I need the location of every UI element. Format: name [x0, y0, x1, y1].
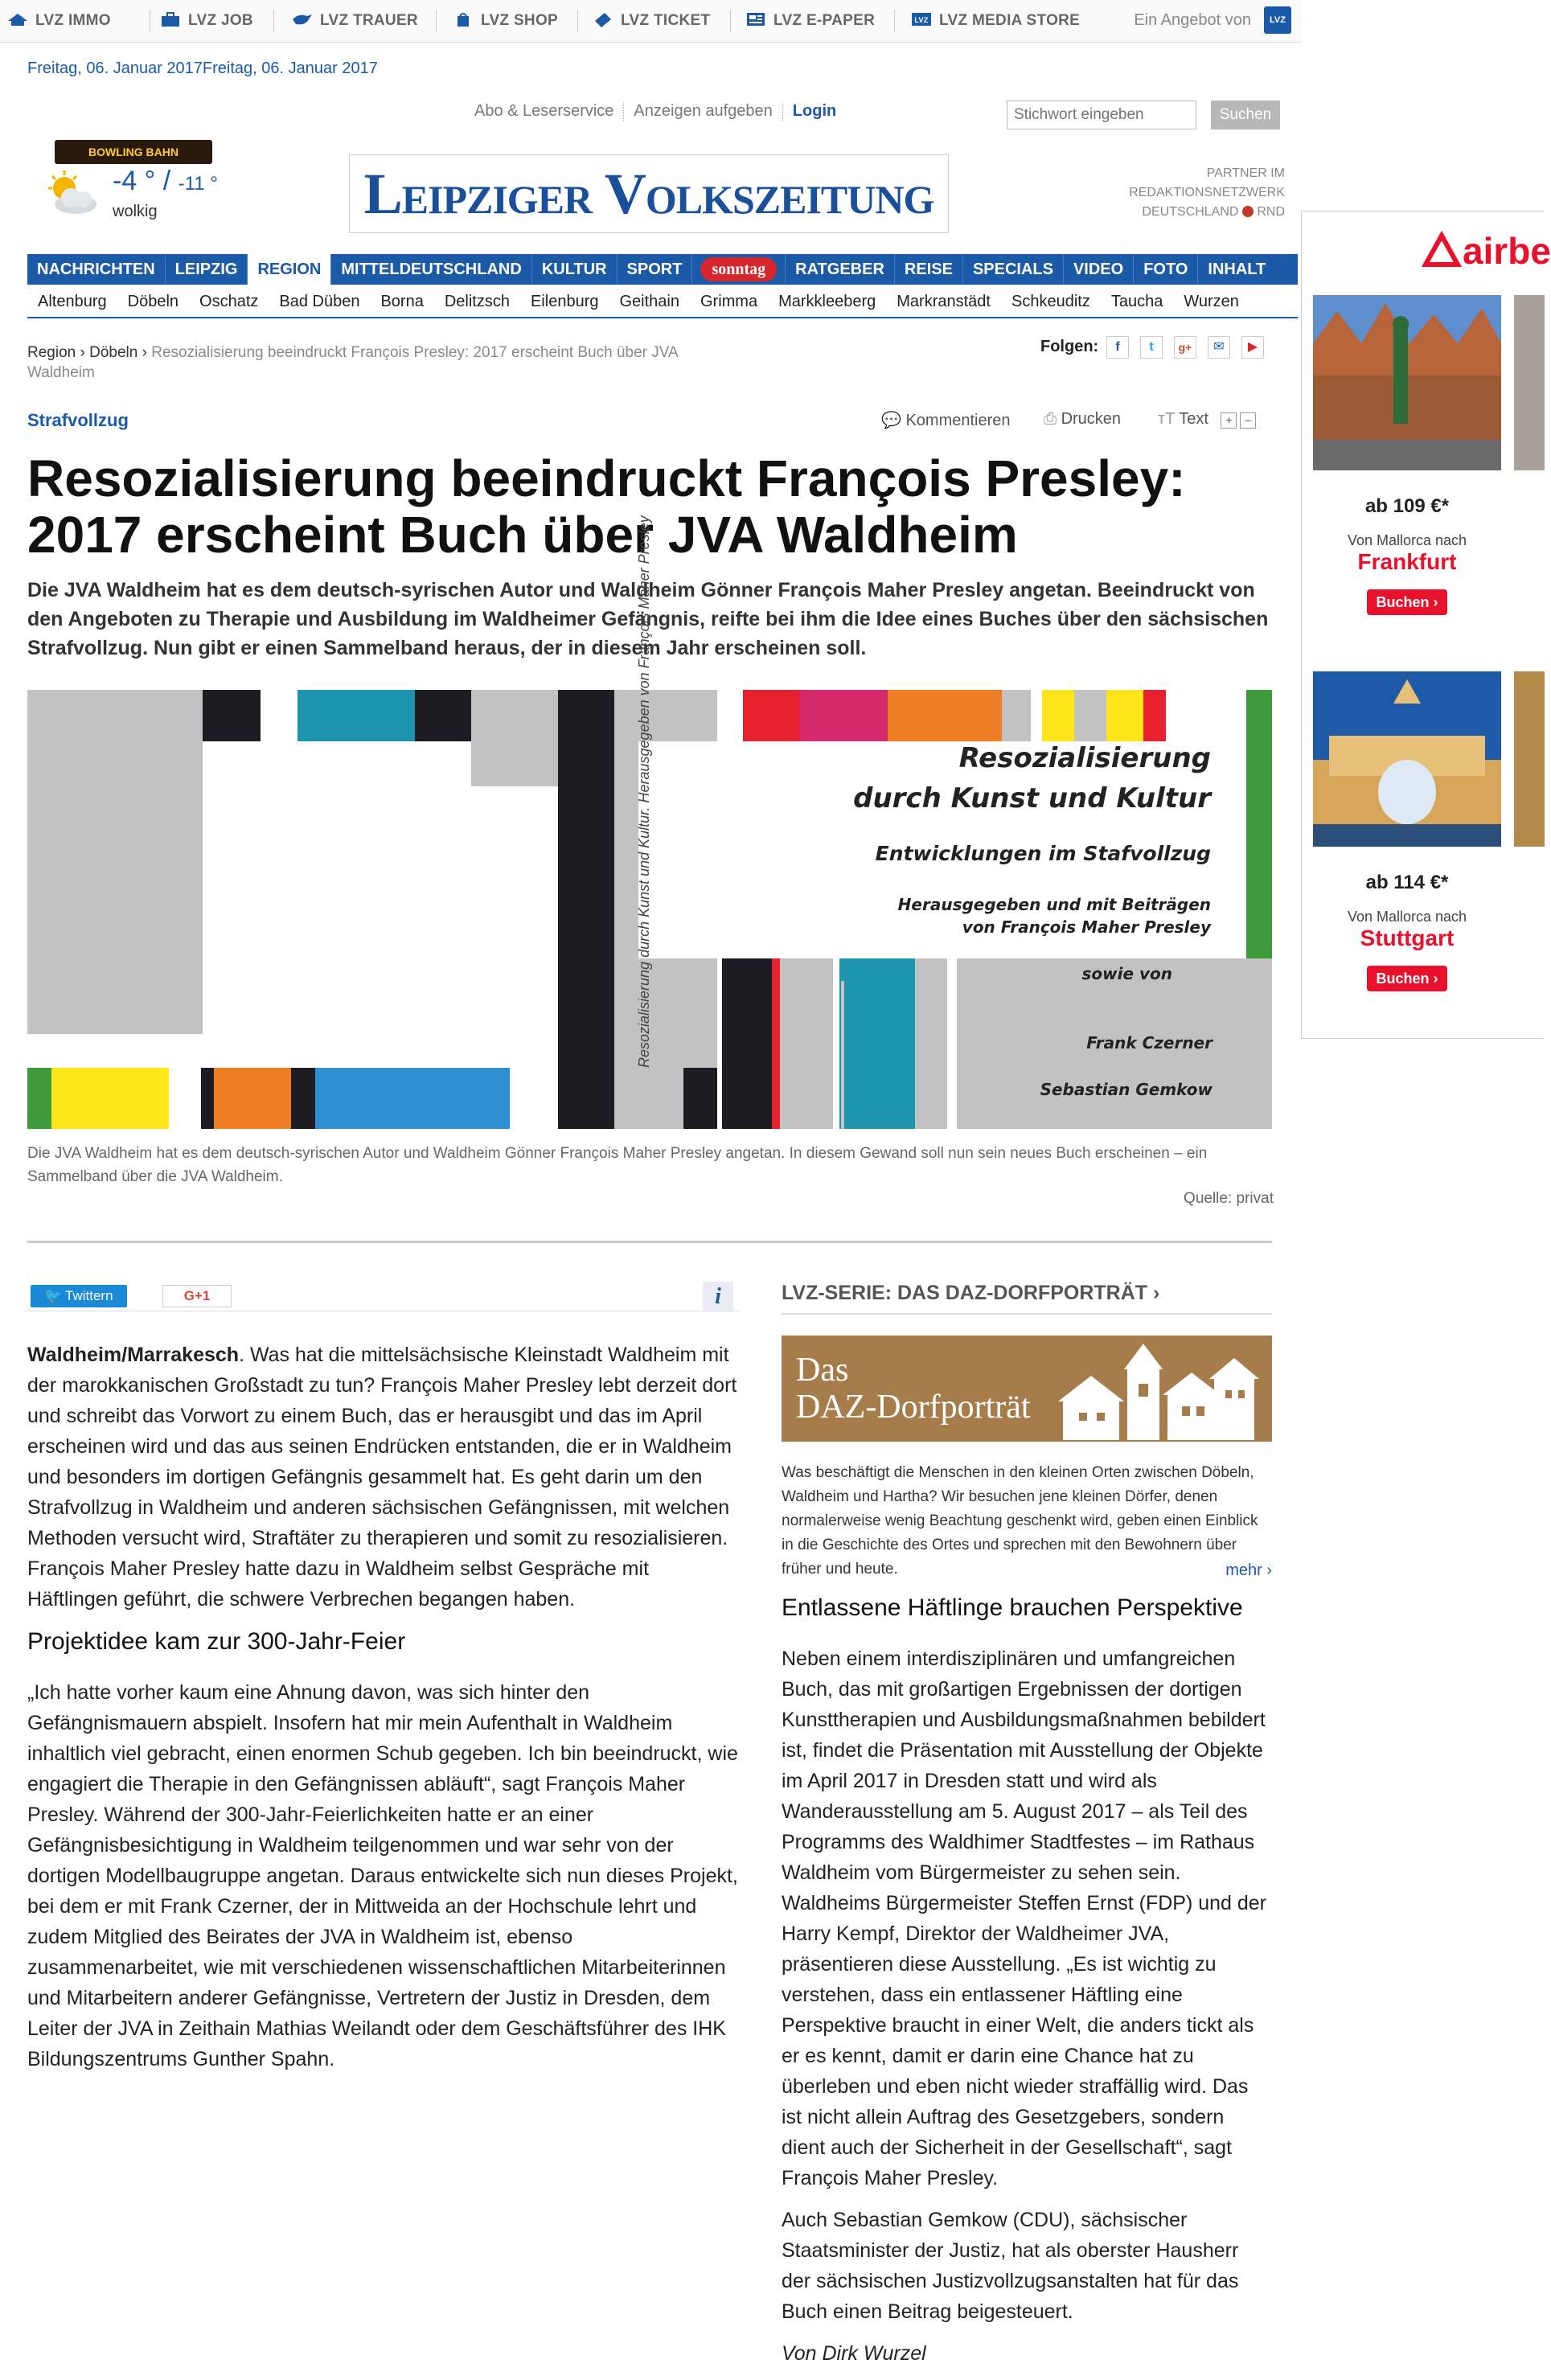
weather-sponsor[interactable]: BOWLING BAHN [55, 140, 212, 164]
twitter-icon[interactable]: t [1140, 336, 1163, 359]
gplus-share-button[interactable]: G+1 [162, 1285, 232, 1307]
nav-nachrichten[interactable]: NACHRICHTEN [27, 254, 166, 285]
article-headline: Resozialisierung beeindruckt François Presley: 2017 erscheint Buch über JVA Waldheim [27, 449, 1186, 564]
series-teaser [782, 1282, 1272, 1579]
subnav-delitzsch[interactable]: Delitzsch [444, 293, 510, 310]
google-plus-icon[interactable]: g+ [1174, 336, 1196, 359]
newsletter-icon[interactable]: ✉ [1208, 336, 1230, 359]
nav-video[interactable]: VIDEO [1064, 254, 1134, 285]
breadcrumb-doebeln[interactable]: Döbeln › [89, 344, 147, 361]
image-source: Quelle: privat [1184, 1190, 1274, 1207]
subnav-schkeuditz[interactable]: Schkeuditz [1011, 293, 1090, 310]
follow-label: Folgen: [1040, 338, 1099, 355]
svg-text:Resozialisierung: Resozialisierung [958, 742, 1211, 774]
twitter-bird-icon: 🐦 [44, 1288, 62, 1303]
subnav-bad-dueben[interactable]: Bad Düben [279, 293, 360, 310]
daz-dorfportraet-banner[interactable]: Das DAZ-Dorfporträt [782, 1336, 1272, 1442]
subheading: Projektidee kam zur 300-Jahr-Feier [27, 1628, 406, 1655]
house-icon [6, 11, 29, 27]
nav-foto[interactable]: FOTO [1134, 254, 1198, 285]
partner-rnd[interactable]: PARTNER IM REDAKTIONSNETZWERK DEUTSCHLAND RND [1129, 166, 1285, 219]
briefcase-icon [159, 11, 182, 27]
share-bar [27, 1278, 740, 1311]
series-title[interactable]: LVZ-SERIE: DAS DAZ-DORFPORTRÄT › [782, 1282, 1272, 1315]
divider [730, 10, 731, 32]
svg-text:LVZ: LVZ [914, 16, 929, 24]
nav-reise[interactable]: REISE [895, 254, 963, 285]
nav-ratgeber[interactable]: RATGEBER [786, 254, 895, 285]
article-author: Von Dirk Wurzel [782, 2342, 926, 2365]
portal-link-mediastore[interactable]: LVZ LVZ MEDIA STORE [910, 11, 1080, 30]
article-paragraph: Neben einem interdisziplinären und umfangreichen Buch, das mit großartigen Ergebnissen der dortigen Kunsttherapien und Ausbildungsmaßnahmen bebildert ist, findet die Präsentation mit Ausstellung der Objekte im April 2017 in Dresden statt und wird als Wanderausstellung am 5. August 2017 – als Teil des Programms des Waldhimer Stadtfestes – im Rathaus Waldheim vom Bürgermeister zu sehen sein. Waldheims Bürgermeister Steffen Ernst (FDP) und der Harry Kempf, Direktor der Waldheimer JVA, präsentieren diese Ausstellung. „Es ist wichtig zu verstehen, dass ein entlassener Häftling eine Perspektive braucht in einer Welt, die anders tickt als er es kennt, damit er darin eine Chance hat zu überleben und eben nicht wieder straffällig wird. Das ist nicht allein Auftrag des Gesetzgebers, sondern dient auch der Sicherheit in der Gesellschaft“, sagt François Maher Presley. [782, 1648, 1267, 2189]
series-more-link[interactable]: mehr › [1219, 1561, 1272, 1580]
nav-kultur[interactable]: KULTUR [532, 254, 618, 285]
anzeigen-link[interactable]: Anzeigen aufgeben [624, 102, 782, 121]
weather-description: wolkig [113, 203, 158, 220]
svg-text:Herausgegeben und mit Beiträge: Herausgegeben und mit Beiträgen [897, 895, 1211, 914]
text-size-control: ᴛT Text + – [1158, 410, 1256, 429]
article-kicker: Strafvollzug [27, 410, 129, 430]
subheading: Entlassene Häftlinge brauchen Perspektive [782, 1594, 1243, 1621]
portal-link-shop[interactable]: LVZ SHOP [452, 11, 558, 30]
image-caption: Die JVA Waldheim hat es dem deutsch-syrischen Autor und Waldheim Gönner François Maher Presley angetan. In diesem Gewand soll nun sein neues Buch erscheinen – ein Sammelband über die JVA Waldheim. [27, 1145, 1208, 1185]
site-logo[interactable]: Leipziger Volkszeitung [349, 154, 949, 233]
subnav-taucha[interactable]: Taucha [1110, 293, 1163, 310]
ad-price: ab 109 €* [1364, 495, 1450, 517]
search-button[interactable]: Suchen [1211, 101, 1280, 129]
temp-low: -11 ° [178, 173, 218, 195]
text-size-icon: ᴛT [1158, 410, 1176, 428]
dove-icon [291, 11, 314, 27]
svg-text:sowie von: sowie von [1081, 964, 1172, 983]
svg-text:Frank Czerner: Frank Czerner [1086, 1033, 1212, 1053]
ad-next-photo [1514, 295, 1545, 470]
ad-book-button[interactable]: Buchen › [1367, 966, 1447, 991]
advertisement-airberlin[interactable] [1301, 211, 1551, 1039]
twitter-share-button[interactable]: 🐦 Twittern [31, 1285, 127, 1307]
subnav-borna[interactable]: Borna [380, 293, 424, 310]
subnav-oschatz[interactable]: Oschatz [199, 293, 259, 310]
ticket-icon [592, 11, 614, 27]
nav-mitteldeutschland[interactable]: MITTELDEUTSCHLAND [331, 254, 531, 285]
breadcrumb-current: Resozialisierung beeindruckt François Presley: 2017 erscheint Buch über JVA Waldheim [27, 344, 678, 381]
temp-high: -4 ° [113, 166, 156, 196]
partly-cloudy-icon [42, 169, 103, 217]
ad-price: ab 114 €* [1365, 872, 1449, 893]
svg-text:Resozialisierung durch Kunst u: Resozialisierung durch Kunst und Kultur. Herausgegeben von François Maher Presley [636, 515, 652, 1068]
temperature: -4 ° / -11 ° [113, 166, 218, 196]
login-link[interactable]: Login [792, 102, 837, 120]
search-input[interactable] [1007, 101, 1196, 129]
shopping-bag-icon [452, 11, 474, 27]
main-navigation [27, 254, 1298, 285]
nav-inhalt[interactable]: INHALT [1208, 261, 1266, 278]
breadcrumb-region[interactable]: Region › [27, 344, 85, 361]
stuttgart-photo [1313, 671, 1501, 847]
village-icon [1047, 1344, 1264, 1440]
ad-book-button[interactable]: Buchen › [1367, 589, 1447, 615]
print-icon: ⎙ [1044, 410, 1057, 428]
subnav-grimma[interactable]: Grimma [700, 293, 758, 310]
nav-sonntag[interactable]: sonntag [692, 254, 786, 285]
subnav-doebeln[interactable]: Döbeln [127, 293, 179, 310]
section-divider [27, 1241, 1272, 1243]
article-paragraph: Waldheim/Marrakesch. Was hat die mittelsächsische Kleinstadt Waldheim mit der marokkanischen Großstadt zu tun? François Maher Presley lebt derzeit dort und schreibt das Vorwort zu einem Buch, das er herausgibt und das im April erscheinen wird und das aus seinen Endrücken entstanden, die er in Waldheim und besonders im dortigen Gefängnis gesammelt hat. Es geht darin um den Strafvollzug in Waldheim und anderen sächsischen Gefängnissen, mit welchen Methoden versucht wird, Straftäter zu therapieren und somit zu resozialisieren. François Maher Presley hatte dazu in Waldheim selbst Gespräche mit Häftlingen geführt, die schwere Verbrechen begangen haben. [27, 1344, 737, 1611]
airline-logo-icon [1422, 232, 1461, 271]
breadcrumb [27, 343, 679, 383]
subnav-geithain[interactable]: Geithain [619, 293, 679, 310]
ad-destination: Frankfurt [1357, 549, 1457, 574]
series-description: Was beschäftigt die Menschen in den kleinen Orten zwischen Döbeln, Waldheim und Hartha? Wir besuchen jene kleinen Dörfer, denen normalerweise wenig Beachtung geschenkt wird, geben einen Einblick in die Geschichte des Ortes und sprechen mit den Bewohnern über früher und heute. [782, 1464, 1258, 1578]
portal-link-ticket[interactable]: LVZ TICKET [592, 11, 710, 30]
ad-offer-stuttgart[interactable] [1313, 671, 1501, 991]
subnav-eilenburg[interactable]: Eilenburg [530, 293, 599, 310]
article-lead: Die JVA Waldheim hat es dem deutsch-syrischen Autor und Waldheim Gönner François Maher Presley angetan. Beeindruckt von den Angeboten zu Therapie und Ausbildung im Waldheimer Gefängnis, reifte bei ihm die Idee eines Buches über den sächsischen Strafvollzug. Nun gibt er einen Sammelband heraus, der in diesem Jahr erscheinen soll. [27, 579, 1269, 659]
offer-label: Ein Angebot von [1134, 11, 1251, 29]
divider [273, 10, 274, 32]
ad-route-label: Von Mallorca nach [1347, 909, 1467, 925]
svg-text:von François Maher Presley: von François Maher Presley [962, 917, 1211, 937]
lvz-icon [910, 11, 933, 27]
frankfurt-photo [1313, 295, 1501, 470]
divider [577, 10, 578, 32]
nav-sport[interactable]: SPORT [618, 254, 693, 285]
article-paragraph: Auch Sebastian Gemkow (CDU), sächsischer Staatsminister der Justiz, hat als oberster Hausherr der sächsischen Justizvollzugsanstalten hat für das Buch einen Beitrag beigesteuert. [782, 2209, 1239, 2323]
article-body-left [27, 1340, 740, 2086]
info-icon[interactable]: i [703, 1282, 733, 1312]
region-subnavigation [27, 288, 1298, 318]
nav-specials[interactable]: SPECIALS [963, 254, 1064, 285]
article-body-right [782, 1592, 1272, 2380]
subnav-markranstaedt[interactable]: Markranstädt [897, 293, 991, 310]
portal-bar [0, 0, 1301, 43]
portal-link-immo[interactable]: LVZ IMMO [6, 11, 111, 30]
subnav-altenburg[interactable]: Altenburg [38, 293, 107, 310]
rnd-globe-icon [1242, 206, 1254, 217]
youtube-icon[interactable]: ▶ [1241, 336, 1264, 359]
subnav-markkleeberg[interactable]: Markkleeberg [778, 293, 876, 310]
newspaper-icon [745, 11, 767, 27]
comment-button[interactable]: 💬 Kommentieren [881, 412, 1011, 429]
divider [436, 10, 437, 32]
service-links [465, 102, 846, 121]
ad-offer-frankfurt[interactable] [1313, 295, 1501, 615]
facebook-icon[interactable]: f [1106, 336, 1129, 359]
text-size-increase-button[interactable]: + [1221, 412, 1237, 429]
svg-text:durch Kunst und Kultur: durch Kunst und Kultur [853, 782, 1211, 815]
svg-text:Entwicklungen im Stafvollzug: Entwicklungen im Stafvollzug [875, 842, 1211, 865]
portal-link-trauer[interactable]: LVZ TRAUER [291, 11, 418, 30]
abo-link[interactable]: Abo & Leserservice [465, 102, 624, 121]
ad-next-photo [1514, 671, 1545, 847]
print-button[interactable]: ⎙ Drucken [1044, 410, 1122, 428]
comment-icon: 💬 [881, 412, 901, 429]
divider [894, 10, 895, 32]
portal-link-epaper[interactable]: LVZ E-PAPER [745, 11, 875, 30]
lvz-logo-badge[interactable]: LVZ [1264, 6, 1291, 34]
current-date: Freitag, 06. Januar 2017Freitag, 06. Januar 2017 [27, 60, 378, 77]
text-size-decrease-button[interactable]: – [1240, 412, 1256, 429]
ad-destination: Stuttgart [1360, 925, 1455, 950]
dateline: Waldheim/Marrakesch [27, 1344, 240, 1366]
svg-text:Sebastian Gemkow: Sebastian Gemkow [1040, 1080, 1212, 1099]
ad-route-label: Von Mallorca nach [1347, 532, 1467, 548]
portal-link-job[interactable]: LVZ JOB [159, 11, 253, 30]
article-paragraph: „Ich hatte vorher kaum eine Ahnung davon, was sich hinter den Gefängnismauern abspielt. Insofern hat mir mein Aufenthalt in Waldheim inhaltlich viel gebracht, einen enormen Schub gegeben. Ich bin beeindruckt, wie engagiert die Therapie in den Gefängnissen abläuft“, sagt François Maher Presley. Während der 300-Jahr-Feierlichkeiten hatte er an einer Gefängnisbesichtigung in Waldheim teilgenommen und war sehr von der dortigen Modellbaugruppe angetan. Daraus entwickelte sich nun dieses Projekt, bei dem er mit Frank Czerner, der in Mittweida an der Hochschule lehrt und zudem Mitglied des Beirates der JVA in Waldheim ist, ebenso zusammenarbeitet, wie mit verschiedenen wissenschaftlichen Mitarbeiterinnen und Mitarbeitern anderer Gefängnisse, Vertretern der Justiz in Dresden, dem Leiter der JVA in Zeithain Mathias Weilandt oder dem Geschäftsführer des IHK Bildungszentrums Gunther Spahn. [27, 1681, 738, 2070]
ad-brand: airbe [1463, 230, 1551, 272]
nav-leipzig[interactable]: LEIPZIG [166, 254, 248, 285]
subnav-wurzen[interactable]: Wurzen [1184, 293, 1239, 310]
nav-region[interactable]: REGION [248, 254, 331, 285]
